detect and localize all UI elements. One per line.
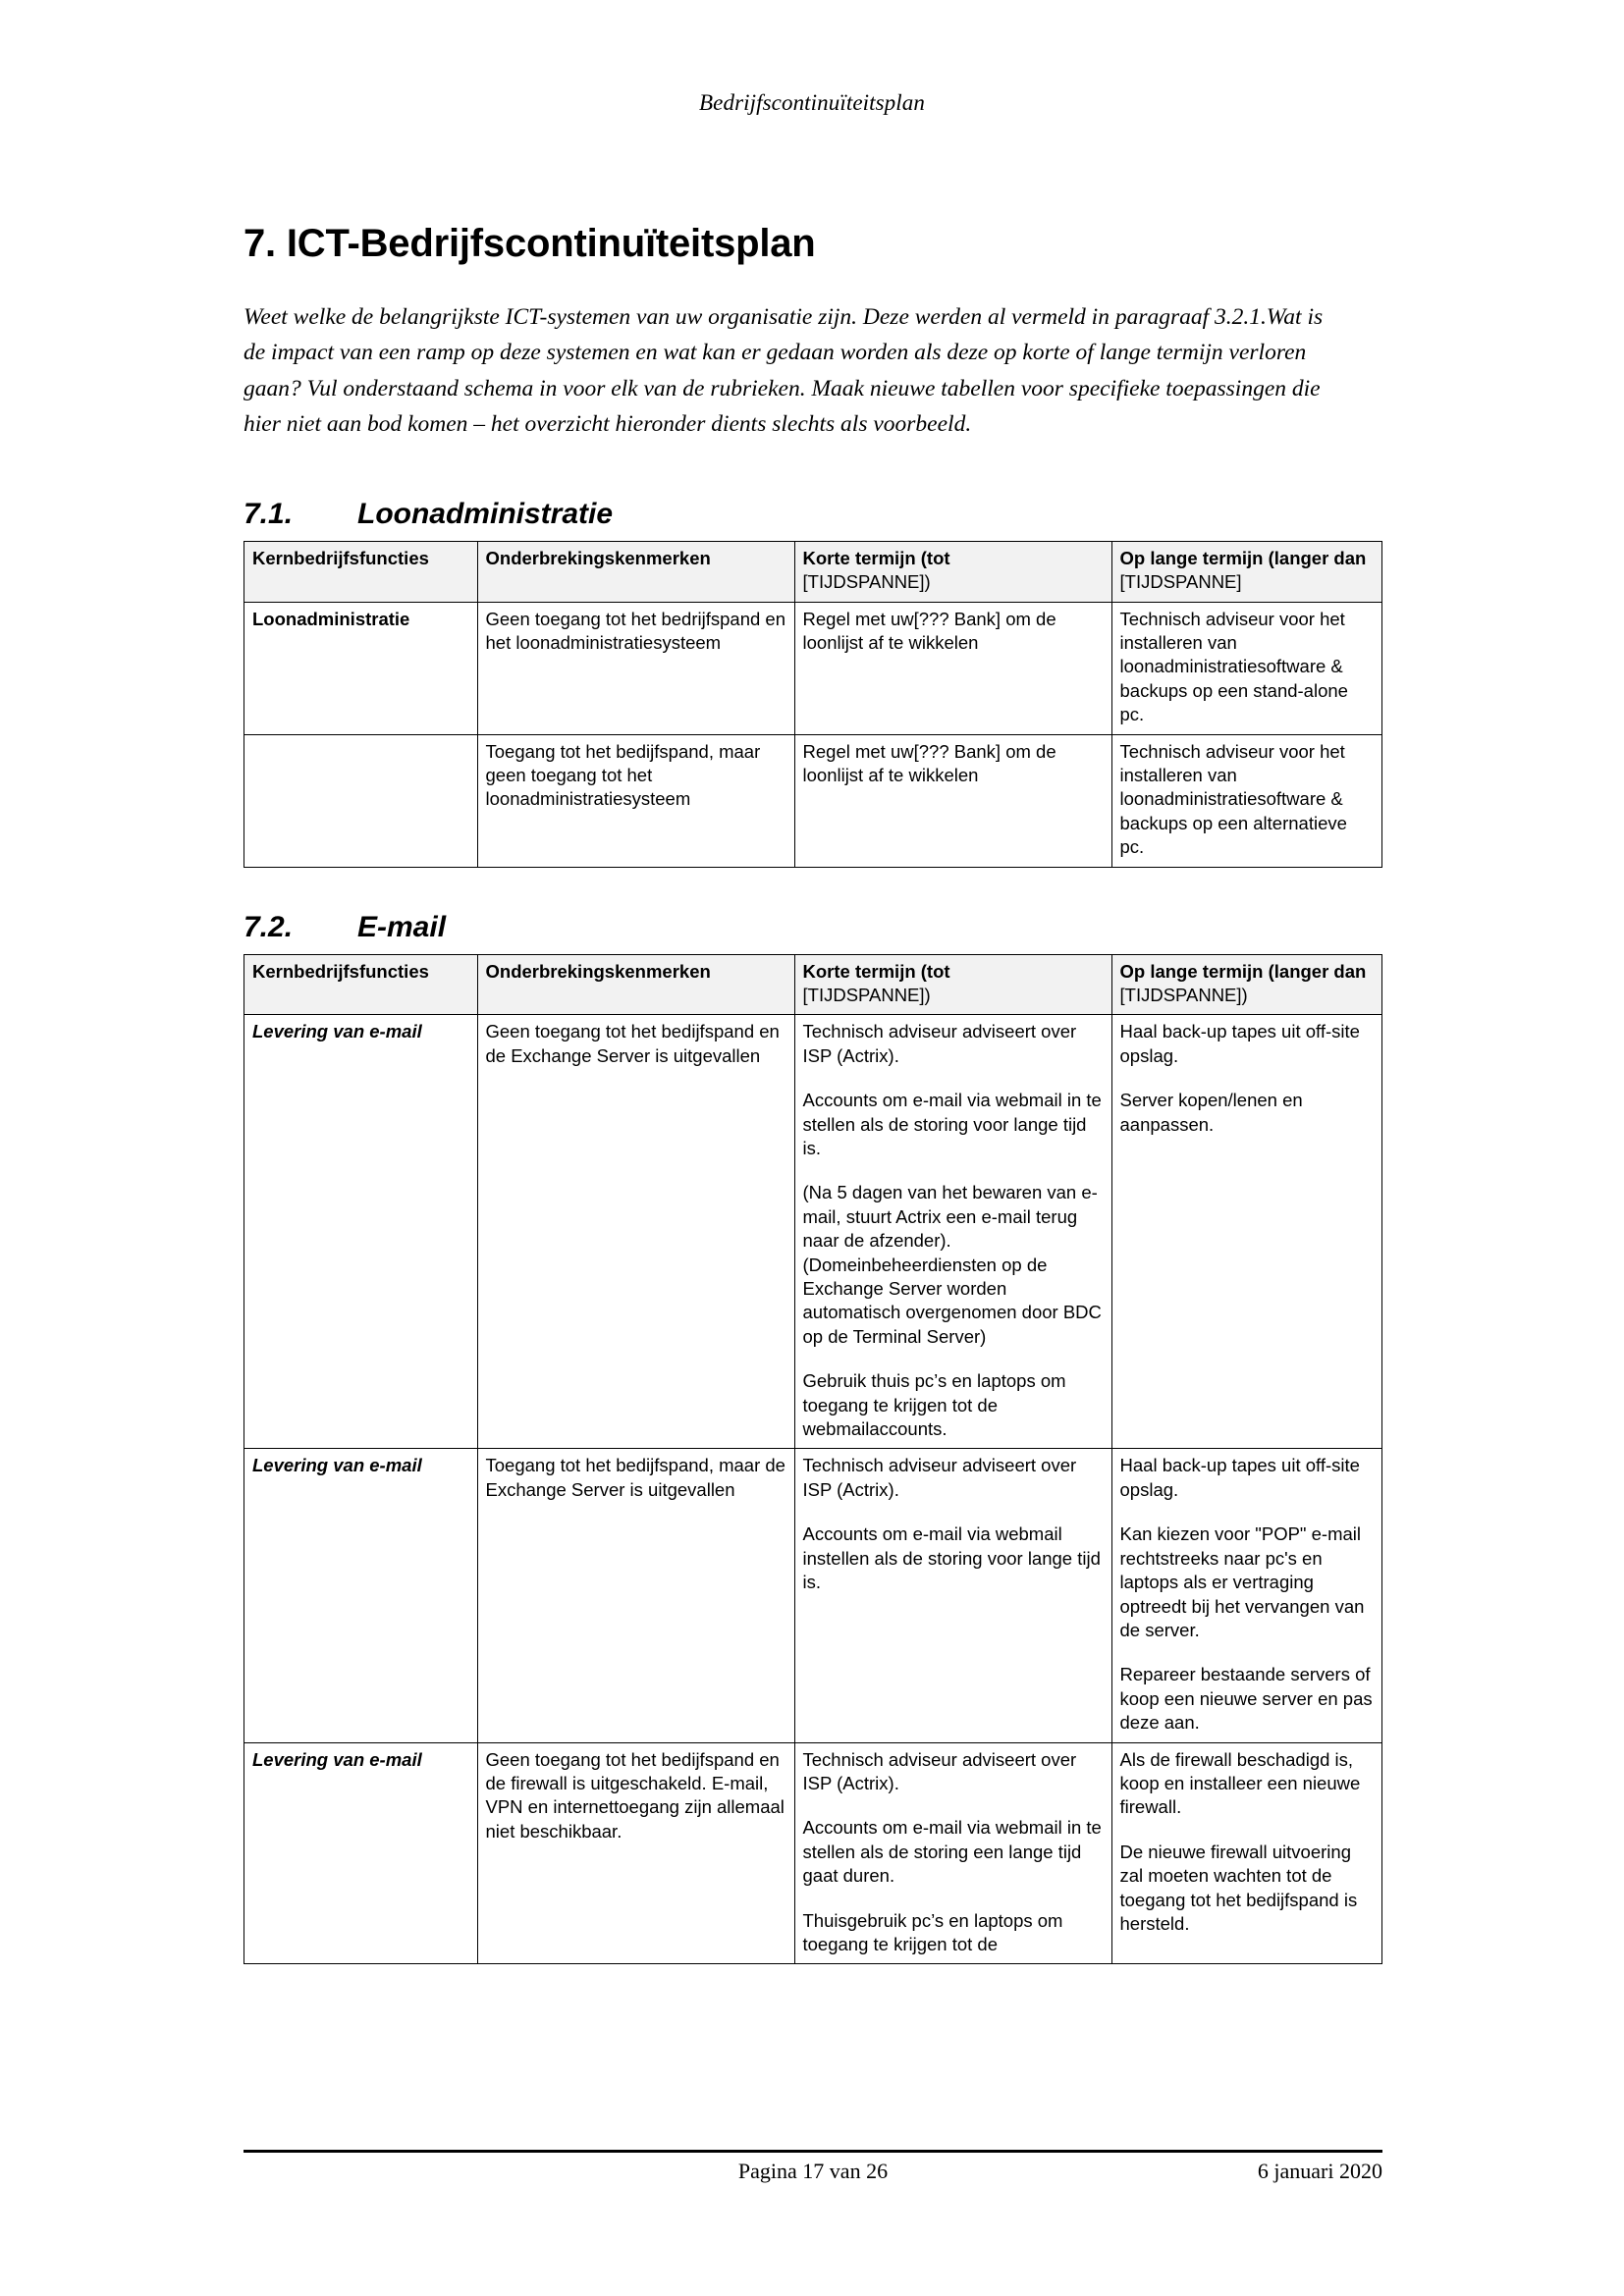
cell-paragraph: Server kopen/lenen en aanpassen. <box>1119 1090 1303 1135</box>
col-header-placeholder: [TIJDSPANNE] <box>1119 571 1242 593</box>
page-content <box>244 221 1382 2007</box>
col-header-text: Op lange termijn (langer dan <box>1119 547 1367 568</box>
cell-paragraph: Repareer bestaande servers of koop een nieuwe server en pas deze aan. <box>1119 1664 1373 1734</box>
section-heading-7-1 <box>244 498 1382 531</box>
footer-date: 6 januari 2020 <box>1257 2159 1382 2183</box>
cell-paragraph: Technisch adviseur adviseert over ISP (Actrix). <box>802 1021 1077 1066</box>
cell-kenmerken <box>477 1742 794 1964</box>
table-row <box>244 1742 1382 1964</box>
cell-function: Loonadministratie <box>244 602 478 734</box>
section-number-7-2: 7.2. <box>244 910 294 943</box>
col-header-onderbrekingskenmerken <box>477 954 794 1015</box>
cell-lange-termijn <box>1111 1742 1382 1964</box>
cell-paragraph: Thuisgebruik pc’s en laptops om toegang te krijgen tot de <box>802 1909 1063 1954</box>
col-header-kernbedrijfsfuncties <box>244 954 478 1015</box>
col-header-text: Op lange termijn (langer dan <box>1119 960 1367 982</box>
cell-paragraph: Geen toegang tot het bedijfspand en de firewall is uitgeschakeld. E-mail, VPN en internettoegang zijn allemaal niet beschikbaar. <box>485 1748 785 1842</box>
cell-korte-termijn: Regel met uw[??? Bank] om de loonlijst af te wikkelen <box>794 602 1111 734</box>
col-header-placeholder: [TIJDSPANNE]) <box>802 571 931 593</box>
table-header-row <box>244 954 1382 1015</box>
col-header-text: Korte termijn (tot <box>802 547 950 568</box>
table-row <box>244 1449 1382 1742</box>
col-header-onderbrekingskenmerken <box>477 541 794 602</box>
cell-paragraph: Technisch adviseur adviseert over ISP (Actrix). <box>802 1748 1077 1793</box>
cell-paragraph: Technisch adviseur adviseert over ISP (Actrix). <box>802 1455 1077 1500</box>
table-row <box>244 1015 1382 1449</box>
cell-kenmerken <box>477 1449 794 1742</box>
table-email <box>244 954 1382 1965</box>
cell-function: Levering van e-mail <box>244 1449 478 1742</box>
cell-korte-termijn <box>794 1449 1111 1742</box>
col-header-text: Korte termijn (tot <box>802 960 950 982</box>
cell-function: Levering van e-mail <box>244 1742 478 1964</box>
cell-paragraph: Geen toegang tot het bedijfspand en de Exchange Server is uitgevallen <box>485 1021 780 1066</box>
col-header-placeholder: [TIJDSPANNE]) <box>1119 984 1248 1005</box>
table-header-row <box>244 541 1382 602</box>
col-header-korte-termijn <box>794 954 1111 1015</box>
cell-paragraph: Accounts om e-mail via webmail instellen als de storing voor lange tijd is. <box>802 1523 1101 1593</box>
cell-korte-termijn <box>794 1742 1111 1964</box>
col-header-text: Onderbrekingskenmerken <box>485 547 711 568</box>
section-number-7-1: 7.1. <box>244 497 294 530</box>
cell-paragraph: Haal back-up tapes uit off-site opslag. <box>1119 1021 1360 1066</box>
page-title: 7. ICT-Bedrijfscontinuïteitsplan <box>244 222 816 265</box>
table-row <box>244 734 1382 867</box>
running-header: Bedrijfscontinuïteitsplan <box>699 90 925 115</box>
cell-korte-termijn: Regel met uw[??? Bank] om de loonlijst af te wikkelen <box>794 734 1111 867</box>
col-header-korte-termijn <box>794 541 1111 602</box>
section-heading-7-2 <box>244 911 1382 944</box>
cell-paragraph: Als de firewall beschadigd is, koop en installeer een nieuwe firewall. <box>1119 1748 1361 1818</box>
col-header-kernbedrijfsfuncties <box>244 541 478 602</box>
cell-lange-termijn <box>1111 1015 1382 1449</box>
footer-line <box>244 2159 1382 2188</box>
cell-lange-termijn: Technisch adviseur voor het installeren van loonadministratiesoftware & backups op een alternatieve pc. <box>1111 734 1382 867</box>
col-header-text: Kernbedrijfsfuncties <box>252 547 429 568</box>
cell-function <box>244 734 478 867</box>
footer-divider <box>244 2150 1382 2153</box>
page-footer <box>244 2150 1382 2188</box>
intro-paragraph: Weet welke de belangrijkste ICT-systemen van uw organisatie zijn. Deze werden al vermeld in paragraaf 3.2.1.Wat is de impact van een ramp op deze systemen en wat kan er gedaan worden als deze op korte of lange termijn verloren gaan? Vul onderstaand schema in voor elk van de rubrieken. Maak nieuwe tabellen voor specifieke toepassingen die hier niet aan bod komen – het overzicht hieronder dients slechts als voorbeeld. <box>244 304 1324 438</box>
cell-paragraph: (Na 5 dagen van het bewaren van e-mail, stuurt Actrix een e-mail terug naar de afzender). (Domeinbeheerdiensten op de Exchange Server worden automatisch overgenomen door BDC op de Terminal Server) <box>802 1182 1102 1347</box>
table-loonadministratie <box>244 541 1382 868</box>
cell-kenmerken: Geen toegang tot het bedrijfspand en het loonadministratiesysteem <box>477 602 794 734</box>
page-number-label: Pagina 17 van 26 <box>737 2159 889 2183</box>
cell-korte-termijn <box>794 1015 1111 1449</box>
cell-paragraph: De nieuwe firewall uitvoering zal moeten wachten tot de toegang tot het bedijfspand is hersteld. <box>1119 1841 1358 1934</box>
col-header-placeholder: [TIJDSPANNE]) <box>802 984 931 1005</box>
table-row <box>244 602 1382 734</box>
cell-kenmerken <box>477 1015 794 1449</box>
cell-paragraph: Accounts om e-mail via webmail in te stellen als de storing voor lange tijd is. <box>802 1090 1102 1158</box>
col-header-text: Kernbedrijfsfuncties <box>252 960 429 982</box>
cell-lange-termijn <box>1111 1449 1382 1742</box>
cell-kenmerken: Toegang tot het bedijfspand, maar geen toegang tot het loonadministratiesysteem <box>477 734 794 867</box>
cell-paragraph: Gebruik thuis pc’s en laptops om toegang te krijgen tot de webmailaccounts. <box>802 1370 1066 1440</box>
cell-paragraph: Accounts om e-mail via webmail in te stellen als de storing een lange tijd gaat duren. <box>802 1817 1102 1887</box>
col-header-text: Onderbrekingskenmerken <box>485 960 711 982</box>
cell-paragraph: Kan kiezen voor "POP" e-mail rechtstreeks naar pc's en laptops als er vertraging optreedt bij het vervangen van de server. <box>1119 1523 1365 1640</box>
cell-function: Levering van e-mail <box>244 1015 478 1449</box>
cell-paragraph: Haal back-up tapes uit off-site opslag. <box>1119 1455 1360 1500</box>
col-header-lange-termijn <box>1111 954 1382 1015</box>
col-header-lange-termijn <box>1111 541 1382 602</box>
cell-lange-termijn: Technisch adviseur voor het installeren van loonadministratiesoftware & backups op een stand-alone pc. <box>1111 602 1382 734</box>
section-title-7-2: E-mail <box>357 910 447 943</box>
cell-paragraph: Toegang tot het bedijfspand, maar de Exchange Server is uitgevallen <box>485 1455 785 1500</box>
section-title-7-1: Loonadministratie <box>357 497 614 530</box>
